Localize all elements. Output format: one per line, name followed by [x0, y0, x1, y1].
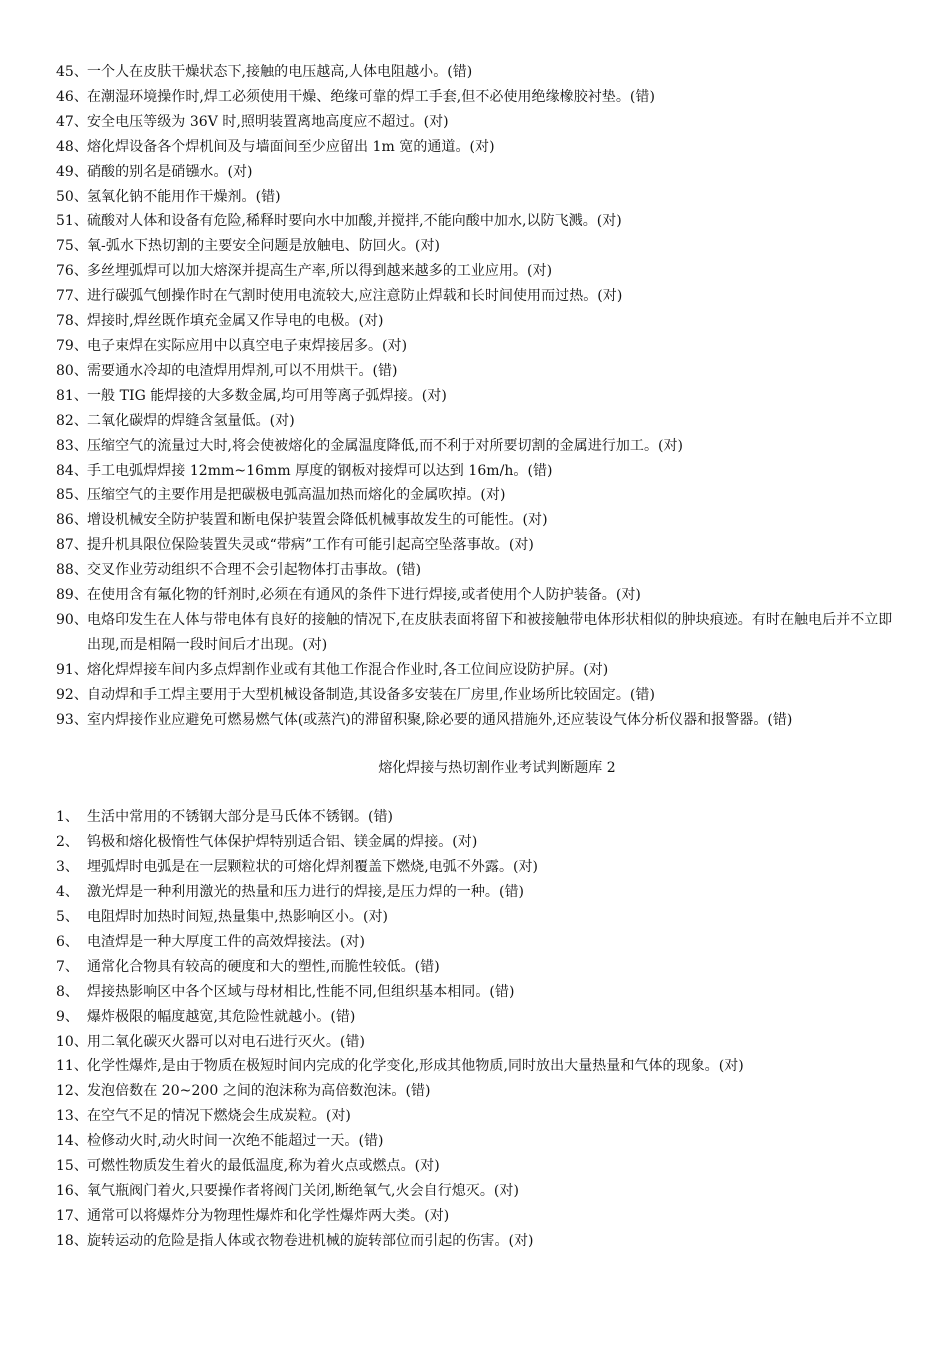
question-item	[56, 955, 898, 980]
question-number: 4、	[56, 884, 79, 901]
question-number: 92、	[56, 686, 88, 703]
question-text: 自动焊和手工焊主要用于大型机械设备制造,其设备多安装在厂房里,作业场所比较固定。(错)	[87, 686, 655, 703]
question-item	[56, 880, 898, 905]
question-number: 1、	[56, 809, 79, 826]
question-text: 发泡倍数在 20~200 之间的泡沫称为高倍数泡沫。(错)	[87, 1083, 431, 1100]
question-text: 一个人在皮肤干燥状态下,接触的电压越高,人体电阻越小。(错)	[87, 64, 473, 80]
section-title: 熔化焊接与热切割作业考试判断题库 2	[378, 760, 616, 777]
question-text: 硫酸对人体和设备有危险,稀释时要向水中加酸,并搅拌,不能向酸中加水,以防飞溅。(对)	[87, 213, 622, 230]
question-item	[56, 1179, 898, 1204]
question-text: 进行碳弧气刨操作时在气割时使用电流较大,应注意防止焊载和长时间使用而过热。(对)	[87, 288, 623, 305]
question-text: 埋弧焊时电弧是在一层颗粒状的可熔化焊剂覆盖下燃烧,电弧不外露。(对)	[87, 859, 539, 876]
question-text: 激光焊是一种利用激光的热量和压力进行的焊接,是压力焊的一种。(错)	[87, 884, 525, 901]
question-item	[56, 533, 898, 558]
question-item	[56, 60, 898, 85]
question-item	[56, 683, 898, 708]
question-item	[56, 855, 898, 880]
question-item	[56, 309, 898, 334]
question-text: 生活中常用的不锈钢大部分是马氏体不锈钢。(错)	[87, 809, 394, 826]
question-text: 电烙印发生在人体与带电体有良好的接触的情况下,在皮肤表面将留下和被接触带电体形状相似的肿块痕迹。有时在触电后并不立即出现,而是相隔一段时间后才出现。(对)	[87, 611, 893, 653]
question-text: 电子束焊在实际应用中以真空电子束焊接居多。(对)	[87, 337, 408, 354]
question-number: 5、	[56, 909, 79, 925]
question-number: 78、	[56, 313, 88, 330]
question-text: 提升机具限位保险装置失灵或“带病”工作有可能引起高空坠落事故。(对)	[87, 537, 534, 554]
question-text: 在使用含有氟化物的钎剂时,必须在有通风的条件下进行焊接,或者使用个人防护装备。(对)	[87, 587, 641, 604]
question-list-part-1	[56, 60, 898, 732]
question-text: 电阻焊时加热时间短,热量集中,热影响区小。(对)	[87, 909, 389, 925]
question-number: 11、	[56, 1058, 88, 1075]
document-page	[56, 60, 898, 1254]
question-text: 氧气瓶阀门着火,只要操作者将阀门关闭,断绝氧气,火会自行熄灭。(对)	[87, 1182, 519, 1199]
question-number: 18、	[56, 1232, 88, 1249]
question-item	[56, 384, 898, 409]
question-number: 84、	[56, 462, 88, 479]
question-text: 通常化合物具有较高的硬度和大的塑性,而脆性较低。(错)	[87, 958, 440, 975]
question-text: 增设机械安全防护装置和断电保护装置会降低机械事故发生的可能性。(对)	[87, 512, 548, 529]
question-item	[56, 830, 898, 855]
question-number: 2、	[56, 834, 79, 851]
question-number: 77、	[56, 288, 88, 305]
question-text: 氢氧化钠不能用作干燥剂。(错)	[87, 188, 281, 205]
question-text: 室内焊接作业应避免可燃易燃气体(或蒸汽)的滞留积聚,除必要的通风措施外,还应装设气体分析仪器和报警器。(错)	[87, 711, 793, 728]
question-text: 需要通水冷却的电渣焊用焊剂,可以不用烘干。(错)	[87, 362, 398, 379]
question-number: 3、	[56, 859, 79, 876]
question-text: 压缩空气的流量过大时,将会使被熔化的金属温度降低,而不利于对所要切割的金属进行加工。(对)	[87, 437, 684, 454]
question-item	[56, 1030, 898, 1055]
question-number: 75、	[56, 238, 88, 255]
question-number: 9、	[56, 1008, 79, 1025]
question-item	[56, 1104, 898, 1129]
question-item	[56, 160, 898, 185]
question-number: 88、	[56, 562, 88, 579]
question-number: 15、	[56, 1158, 88, 1175]
question-text: 焊接热影响区中各个区域与母材相比,性能不同,但组织基本相同。(错)	[87, 983, 515, 1000]
question-number: 87、	[56, 537, 88, 554]
question-number: 80、	[56, 362, 88, 379]
question-item	[56, 1154, 898, 1179]
question-item	[56, 483, 898, 508]
question-text: 化学性爆炸,是由于物质在极短时间内完成的化学变化,形成其他物质,同时放出大量热量和气体的现象。(对)	[87, 1058, 744, 1075]
question-text: 通常可以将爆炸分为物理性爆炸和化学性爆炸两大类。(对)	[87, 1207, 450, 1224]
question-item	[56, 508, 898, 533]
question-text: 在潮湿环境操作时,焊工必须使用干燥、绝缘可靠的焊工手套,但不必使用绝缘橡胶衬垫。(错)	[87, 88, 655, 105]
question-number: 16、	[56, 1182, 88, 1199]
question-text: 检修动火时,动火时间一次绝不能超过一天。(错)	[87, 1133, 384, 1150]
question-text: 氧-弧水下热切割的主要安全问题是放触电、防回火。(对)	[87, 238, 441, 255]
question-text: 安全电压等级为 36V 时,照明装置离地高度应不超过。(对)	[87, 113, 449, 130]
question-number: 51、	[56, 213, 88, 230]
question-item	[56, 658, 898, 683]
question-number: 91、	[56, 661, 88, 678]
question-number: 82、	[56, 412, 88, 429]
question-number: 76、	[56, 263, 88, 280]
question-number: 13、	[56, 1108, 88, 1125]
question-item	[56, 1054, 898, 1079]
question-number: 86、	[56, 512, 88, 529]
question-item	[56, 930, 898, 955]
question-list-part-2	[56, 805, 898, 1253]
question-number: 85、	[56, 487, 88, 504]
question-number: 46、	[56, 88, 88, 105]
question-number: 45、	[56, 64, 88, 80]
question-item	[56, 608, 898, 658]
question-number: 17、	[56, 1207, 88, 1224]
question-text: 电渣焊是一种大厚度工件的高效焊接法。(对)	[87, 933, 365, 950]
question-number: 93、	[56, 711, 88, 728]
question-item	[56, 359, 898, 384]
question-text: 用二氧化碳灭火器可以对电石进行灭火。(错)	[87, 1033, 365, 1050]
question-item	[56, 259, 898, 284]
question-number: 10、	[56, 1033, 88, 1050]
question-number: 7、	[56, 958, 79, 975]
question-number: 89、	[56, 587, 88, 604]
question-number: 49、	[56, 163, 88, 180]
question-text: 旋转运动的危险是指人体或衣物卷进机械的旋转部位而引起的伤害。(对)	[87, 1232, 534, 1249]
question-number: 90、	[56, 611, 88, 628]
question-text: 手工电弧焊焊接 12mm~16mm 厚度的钢板对接焊可以达到 16m/h。(错)	[87, 462, 553, 479]
question-item	[56, 1005, 898, 1030]
question-number: 14、	[56, 1133, 88, 1150]
question-text: 交叉作业劳动组织不合理不会引起物体打击事故。(错)	[87, 562, 422, 579]
question-text: 二氧化碳焊的焊缝含氢量低。(对)	[87, 412, 295, 429]
question-item	[56, 1229, 898, 1254]
question-text: 爆炸极限的幅度越宽,其危险性就越小。(错)	[87, 1008, 356, 1025]
question-text: 焊接时,焊丝既作填充金属又作导电的电极。(对)	[87, 313, 384, 330]
question-item	[56, 980, 898, 1005]
question-item	[56, 135, 898, 160]
question-item	[56, 284, 898, 309]
question-item	[56, 805, 898, 830]
question-item	[56, 583, 898, 608]
question-item	[56, 708, 898, 733]
question-number: 83、	[56, 437, 88, 454]
question-number: 81、	[56, 387, 88, 404]
question-item	[56, 234, 898, 259]
question-item	[56, 185, 898, 210]
question-item	[56, 1129, 898, 1154]
question-number: 12、	[56, 1083, 88, 1100]
question-text: 熔化焊设备各个焊机间及与墙面间至少应留出 1m 宽的通道。(对)	[87, 138, 495, 155]
question-item	[56, 905, 898, 930]
question-item	[56, 334, 898, 359]
question-item	[56, 1079, 898, 1104]
question-item	[56, 1204, 898, 1229]
question-number: 47、	[56, 113, 88, 130]
question-item	[56, 409, 898, 434]
question-text: 硝酸的别名是硝镪水。(对)	[87, 163, 253, 180]
question-number: 6、	[56, 933, 79, 950]
question-text: 熔化焊焊接车间内多点焊割作业或有其他工作混合作业时,各工位间应设防护屏。(对)	[87, 661, 609, 678]
question-item	[56, 110, 898, 135]
question-item	[56, 85, 898, 110]
question-number: 48、	[56, 138, 88, 155]
question-text: 压缩空气的主要作用是把碳极电弧高温加热而熔化的金属吹掉。(对)	[87, 487, 506, 504]
question-text: 可燃性物质发生着火的最低温度,称为着火点或燃点。(对)	[87, 1158, 440, 1175]
question-number: 8、	[56, 983, 79, 1000]
question-text: 多丝埋弧焊可以加大熔深并提高生产率,所以得到越来越多的工业应用。(对)	[87, 263, 553, 280]
question-text: 钨极和熔化极惰性气体保护焊特别适合铝、镁金属的焊接。(对)	[87, 834, 478, 851]
question-number: 79、	[56, 337, 88, 354]
question-text: 在空气不足的情况下燃烧会生成炭粒。(对)	[87, 1108, 351, 1125]
question-item	[56, 434, 898, 459]
question-item	[56, 209, 898, 234]
question-number: 50、	[56, 188, 88, 205]
question-item	[56, 459, 898, 484]
question-item	[56, 558, 898, 583]
question-text: 一般 TIG 能焊接的大多数金属,均可用等离子弧焊接。(对)	[87, 387, 447, 404]
